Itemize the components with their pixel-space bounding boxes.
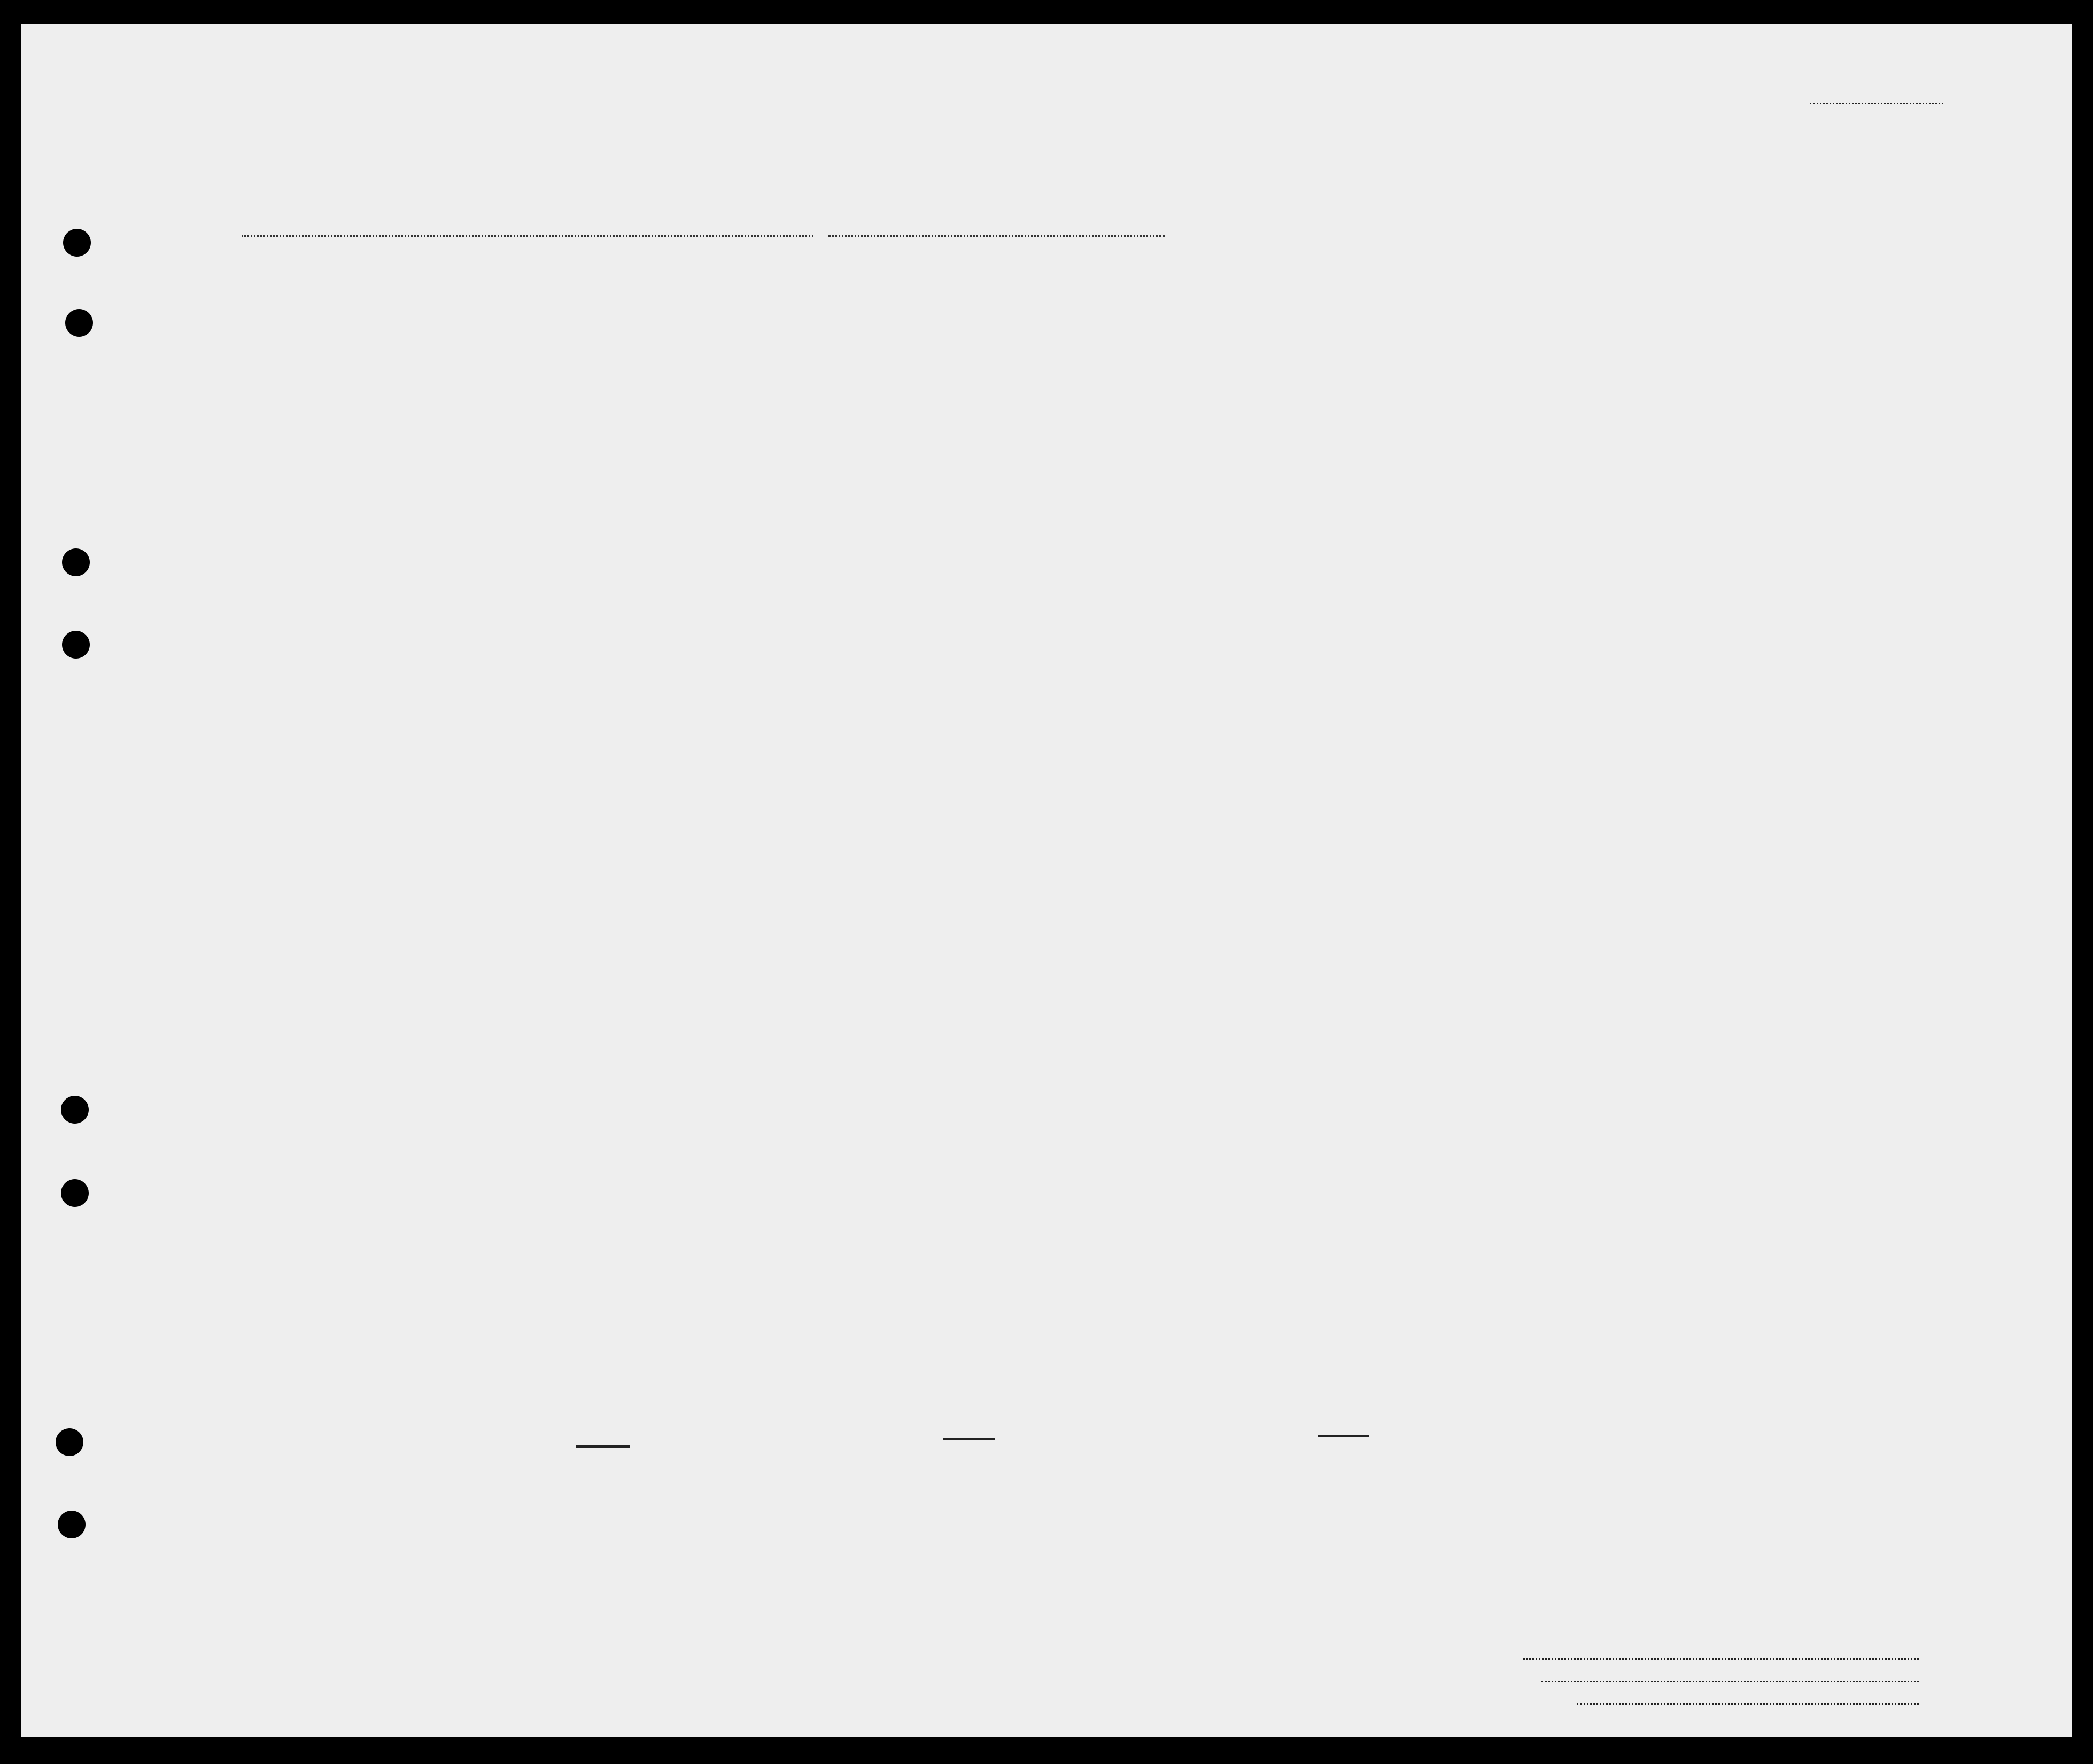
owners-field[interactable]	[1541, 1681, 1919, 1682]
ink-mark	[1318, 1435, 1369, 1437]
punch-hole	[61, 1096, 89, 1124]
local-agents-field[interactable]	[1577, 1703, 1919, 1705]
ink-mark	[576, 1445, 630, 1448]
ink-mark	[943, 1438, 995, 1440]
punch-hole	[58, 1511, 86, 1538]
line-field[interactable]	[1523, 1658, 1919, 1660]
punch-hole	[65, 309, 93, 337]
punch-hole	[62, 631, 90, 659]
punch-hole	[62, 548, 90, 576]
punch-hole	[61, 1179, 89, 1207]
punch-hole	[56, 1428, 83, 1456]
punch-hole	[63, 229, 91, 257]
